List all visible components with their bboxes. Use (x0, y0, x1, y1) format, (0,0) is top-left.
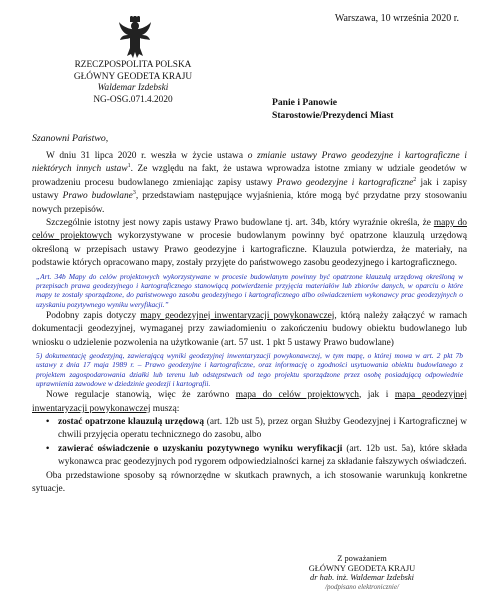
issuer-name: Waldemar Izdebski (97, 83, 169, 93)
polish-eagle-emblem-icon (118, 16, 152, 60)
letter-date: Warszawa, 10 września 2020 r. (334, 13, 459, 24)
underlined-term: mapa geodezyjnej inwentaryzacji powykonawczej (32, 390, 467, 414)
text: , jak i (358, 390, 395, 401)
text: . Ze względu na fakt, że ustawa wprowadza istotne zmiany w udziale geodetów w prowadzeniu procesu budowlanego zmieniając zapisy ustawy (32, 164, 467, 188)
addressee-block (272, 97, 393, 122)
footnote-ref: 3 (132, 190, 136, 197)
issuer-office: GŁÓWNY GEODETA KRAJU (73, 71, 193, 82)
text: Szczególnie istotny jest nowy zapis ustawy Prawo budowlane tj. art. 34b, który wyraźnie określa, że (46, 218, 434, 229)
text: Nowe regulacje stanowią, więc że zarówno (46, 390, 236, 401)
addressee-line1: Panie i Panowie (272, 97, 338, 108)
underlined-term: mapa do celów projektowych (235, 390, 359, 401)
paragraph-4 (32, 389, 467, 416)
requirements-list (32, 416, 467, 470)
act-title: Prawo budowlane (62, 191, 133, 202)
issuer-country: RZECZPOSPOLITA POLSKA (74, 60, 192, 70)
list-item (58, 416, 467, 443)
text: wykorzystywane w procesie budowlanym powinny być opatrzone klauzulą urzędową określoną w przepisach ustawy Prawo geodezyjne i kartograficzne. Klauzula potwierdza, że materiały, na podstawie których opracowano mapy, zostały przyjęte do państwowego zasobu geodezyjnego i kartograficznego. (32, 231, 467, 269)
footnote-ref: 1 (127, 163, 131, 170)
list-item (58, 443, 467, 470)
salutation: Szanowni Państwo, (32, 133, 109, 144)
signer-name: dr hab. inż. Waldemar Izdebski (310, 573, 414, 583)
text: , którą należy załączyć w ramach dokumentacji geodezyjnej, wymaganej przy zawiadomieniu o zakończeniu budowy obiektu budowlanego lub wniosku o udzielenie pozwolenia na użytkowanie (art. 57 ust. 1 pkt 5 ustawy Prawo budowlane) (32, 310, 468, 348)
closing-regards: Z poważaniem (337, 554, 387, 563)
paragraph-5: Oba przedstawione sposoby są równorzędne w skutkach prawnych, a ich stosowanie warunkują konkretne sytuacje. (32, 470, 467, 495)
text: W dniu 31 lipca 2020 r. weszła w życie ustawa (46, 151, 248, 161)
quote-art-57: 5) dokumentację geodezyjną, zawierającą wyniki geodezyjnej inwentaryzacji powykonawczej, w tym mapę, o której mowa w art. 2 pkt 7b ustawy z dnia 17 maja 1989 r. – Prawo geodezyjne i kartograficzne, oraz informację o zgodności usytuowania obiektu budowlanego z projektem zagospodarowania działki lub terenu lub odstępstwach od tego projektu sporządzone przez osobę posiadającą odpowiednie uprawnienia zawodowe w dziedzinie geodezji i kartografii. (36, 351, 463, 388)
paragraph-2 (32, 217, 467, 271)
quote-art-34b: „Art. 34b Mapy do celów projektowych wykorzystywane w procesie budowlanym powinny być opatrzone klauzulą urzędową określoną w przepisach prawa geodezyjnego i kartograficznego stanowiącą potwierdzenie przyjęcia materiałów lub zbiorów danych, w oparciu o które mapy te zostały sporządzone, do państwowego zasobu geodezyjnego i kartograficznego albo oświadczeniem wykonawcy prac geodezyjnych o uzyskaniu pozytywnego wyniku weryfikacji.” (36, 271, 463, 309)
reference-number: NG-OSG.071.4.2020 (93, 94, 173, 105)
act-title: o zmianie ustawy Prawo geodezyjne i kartograficzne i niektórych innych ustaw (32, 151, 467, 175)
act-title: Prawo geodezyjne i kartograficzne (276, 177, 414, 188)
text: muszą: (150, 403, 180, 414)
text: , przedstawiam następujące wyjaśnienia, które mogą być przydatne przy stosowaniu nowych przepisów. (32, 191, 467, 215)
signature-note: /podpisano elektronicznie/ (325, 582, 399, 591)
list-item-emphasis: zawierać oświadczenie o uzyskaniu pozytywnego wyniku weryfikacji (58, 443, 343, 454)
text: Podobny zapis dotyczy (46, 310, 141, 321)
issuer-block (58, 60, 208, 106)
paragraph-1 (32, 150, 467, 217)
underlined-term: mapy do celów projektowych (32, 218, 467, 242)
text: jak i zapisy ustawy (32, 177, 468, 202)
footnote-ref: 2 (413, 176, 417, 183)
addressee-line2: Starostowie/Prezydenci Miast (272, 109, 394, 121)
signature-block (292, 554, 432, 592)
list-item-text: (art. 12b ust 5), przez organ Służby Geodezyjnej i Kartograficznej w chwili przyjęcia operatu technicznego do zasobu, albo (58, 417, 467, 441)
letter-body (32, 150, 467, 497)
paragraph-3 (32, 310, 467, 350)
underlined-term: mapy geodezyjnej inwentaryzacji powykonawczej (140, 310, 335, 321)
list-item-emphasis: zostać opatrzone klauzulą urzędową (58, 417, 205, 428)
signer-title: GŁÓWNY GEODETA KRAJU (308, 563, 416, 573)
list-item-text: (art. 12b ust. 5a), które składa wykonawca prac geodezyjnych pod rygorem odpowiedzialności karnej za składanie fałszywych oświadczeń. (58, 443, 467, 468)
